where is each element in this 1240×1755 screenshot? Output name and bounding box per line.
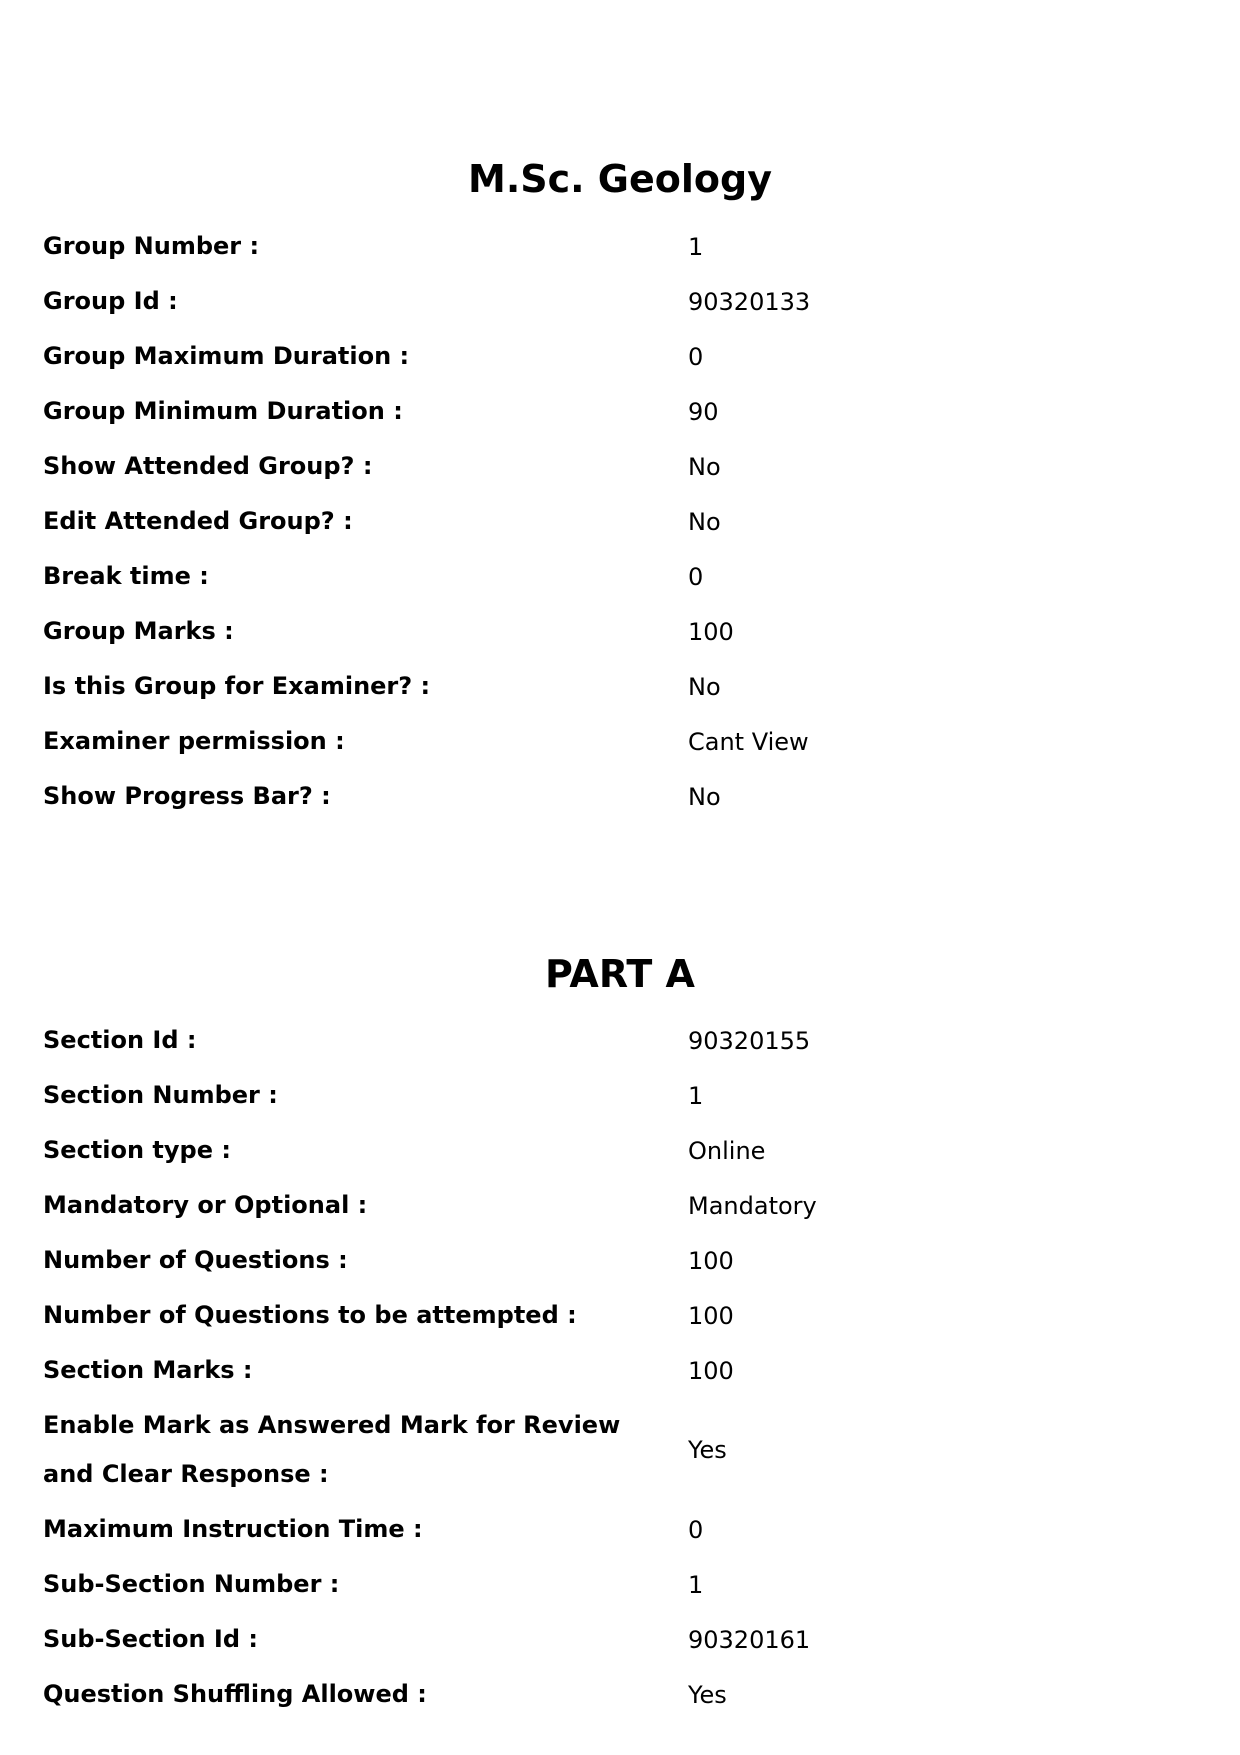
section-type-label: Section type : bbox=[43, 1136, 231, 1164]
group-for-examiner-value: No bbox=[688, 672, 721, 701]
show-attended-group-row bbox=[43, 442, 1203, 491]
section-id-value: 90320155 bbox=[688, 1026, 811, 1055]
sub-section-id-value: 90320161 bbox=[688, 1625, 811, 1654]
questions-to-attempt-label: Number of Questions to be attempted : bbox=[43, 1301, 577, 1329]
edit-attended-group-label: Edit Attended Group? : bbox=[43, 507, 353, 535]
number-of-questions-label: Number of Questions : bbox=[43, 1246, 348, 1274]
group-marks-value: 100 bbox=[688, 617, 734, 646]
group-max-duration-row bbox=[43, 332, 1203, 381]
question-shuffling-label: Question Shuffling Allowed : bbox=[43, 1680, 427, 1708]
group-number-row bbox=[43, 222, 1203, 271]
group-for-examiner-label: Is this Group for Examiner? : bbox=[43, 672, 431, 700]
max-instruction-time-label: Maximum Instruction Time : bbox=[43, 1515, 423, 1543]
group-number-value: 1 bbox=[688, 232, 704, 261]
group-title: M.Sc. Geology bbox=[468, 157, 772, 201]
section-number-row bbox=[43, 1071, 1203, 1120]
question-shuffling-value: Yes bbox=[688, 1680, 727, 1709]
group-min-duration-value: 90 bbox=[688, 397, 719, 426]
group-marks-row bbox=[43, 607, 1203, 656]
section-id-label: Section Id : bbox=[43, 1026, 197, 1054]
number-of-questions-row bbox=[43, 1236, 1203, 1285]
show-progress-bar-label: Show Progress Bar? : bbox=[43, 782, 331, 810]
examiner-permission-label: Examiner permission : bbox=[43, 727, 345, 755]
examiner-permission-value: Cant View bbox=[688, 727, 809, 756]
section-id-row bbox=[43, 1016, 1203, 1065]
examiner-permission-row bbox=[43, 717, 1203, 766]
show-attended-group-label: Show Attended Group? : bbox=[43, 452, 373, 480]
group-id-value: 90320133 bbox=[688, 287, 811, 316]
section-type-row bbox=[43, 1126, 1203, 1175]
sub-section-number-row bbox=[43, 1560, 1203, 1609]
sub-section-number-label: Sub-Section Number : bbox=[43, 1570, 340, 1598]
group-id-row bbox=[43, 277, 1203, 326]
show-progress-bar-value: No bbox=[688, 782, 721, 811]
enable-mark-answered-row bbox=[43, 1401, 1203, 1499]
sub-section-id-row bbox=[43, 1615, 1203, 1664]
show-progress-bar-row bbox=[43, 772, 1203, 821]
questions-to-attempt-row bbox=[43, 1291, 1203, 1340]
group-for-examiner-row bbox=[43, 662, 1203, 711]
group-number-label: Group Number : bbox=[43, 232, 260, 260]
group-min-duration-label: Group Minimum Duration : bbox=[43, 397, 403, 425]
group-id-label: Group Id : bbox=[43, 287, 178, 315]
mandatory-optional-row bbox=[43, 1181, 1203, 1230]
question-shuffling-row bbox=[43, 1670, 1203, 1719]
sub-section-id-label: Sub-Section Id : bbox=[43, 1625, 258, 1653]
group-max-duration-label: Group Maximum Duration : bbox=[43, 342, 410, 370]
break-time-value: 0 bbox=[688, 562, 704, 591]
enable-mark-answered-value: Yes bbox=[688, 1436, 727, 1464]
max-instruction-time-value: 0 bbox=[688, 1515, 704, 1544]
group-min-duration-row bbox=[43, 387, 1203, 436]
group-marks-label: Group Marks : bbox=[43, 617, 234, 645]
section-type-value: Online bbox=[688, 1136, 766, 1165]
section-number-label: Section Number : bbox=[43, 1081, 278, 1109]
edit-attended-group-row bbox=[43, 497, 1203, 546]
section-marks-value: 100 bbox=[688, 1356, 734, 1385]
group-max-duration-value: 0 bbox=[688, 342, 704, 371]
show-attended-group-value: No bbox=[688, 452, 721, 481]
mandatory-optional-label: Mandatory or Optional : bbox=[43, 1191, 368, 1219]
max-instruction-time-row bbox=[43, 1505, 1203, 1554]
questions-to-attempt-value: 100 bbox=[688, 1301, 734, 1330]
break-time-row bbox=[43, 552, 1203, 601]
sub-section-number-value: 1 bbox=[688, 1570, 704, 1599]
edit-attended-group-value: No bbox=[688, 507, 721, 536]
break-time-label: Break time : bbox=[43, 562, 209, 590]
enable-mark-answered-label: Enable Mark as Answered Mark for Review and Clear Response : bbox=[43, 1411, 621, 1488]
number-of-questions-value: 100 bbox=[688, 1246, 734, 1275]
section-marks-label: Section Marks : bbox=[43, 1356, 253, 1384]
section-number-value: 1 bbox=[688, 1081, 704, 1110]
section-marks-row bbox=[43, 1346, 1203, 1395]
section-title: PART A bbox=[545, 952, 695, 996]
mandatory-optional-value: Mandatory bbox=[688, 1191, 817, 1220]
